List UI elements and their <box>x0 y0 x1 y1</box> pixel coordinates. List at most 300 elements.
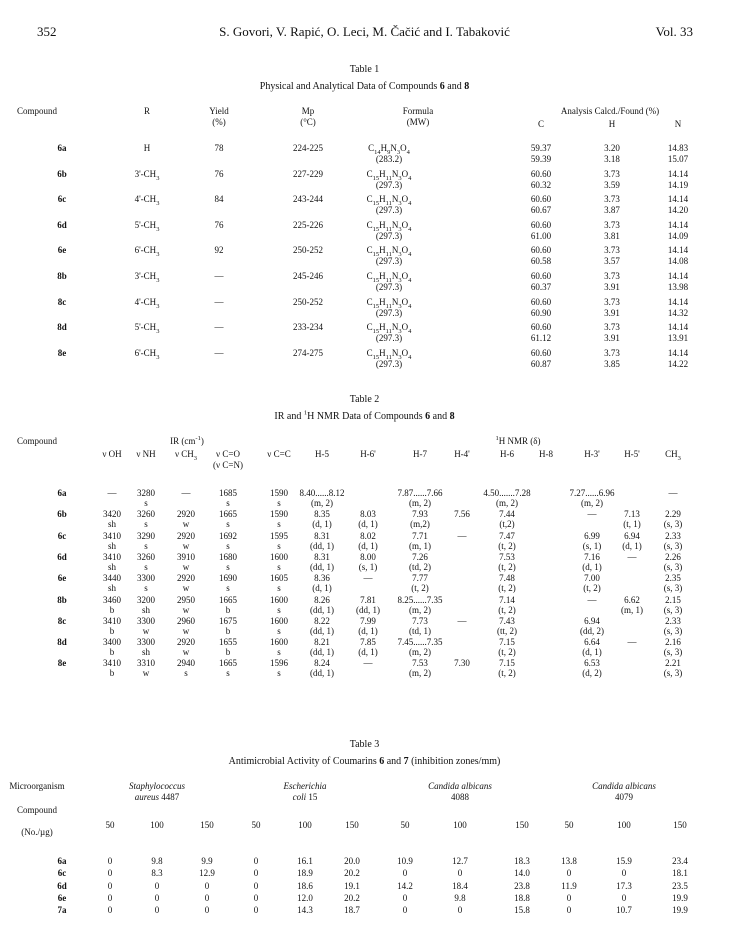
value-cell: 1655 <box>219 637 237 647</box>
inhibition-value: 0 <box>253 905 259 915</box>
inhibition-value: 18.9 <box>297 868 313 878</box>
value-cell: 8.36 <box>314 573 330 583</box>
multiplicity-cell: s <box>226 583 230 593</box>
value-cell: 2.16 <box>665 637 681 647</box>
inhibition-value: 20.0 <box>344 856 360 866</box>
col-header-microorganism: Microorganism <box>9 781 65 791</box>
col-header-analysis: Analysis Calcd./Found (%) <box>560 106 660 116</box>
dose-header: 150 <box>345 820 359 830</box>
value-cell: 3290 <box>137 531 155 541</box>
n-calcd: 14.14 <box>667 297 689 307</box>
dose-header: 150 <box>200 820 214 830</box>
substituent-r: $3'-CH_3$ <box>134 271 160 284</box>
value-cell: 6.53 <box>584 658 600 668</box>
value-cell: 8.22 <box>314 616 330 626</box>
value-cell: 7.48 <box>499 573 515 583</box>
multiplicity-cell: s <box>144 562 148 572</box>
organism-name: Candida albicans <box>592 781 656 791</box>
substituent-r: $6'-CH_3$ <box>134 348 160 361</box>
n-found: 14.08 <box>667 256 689 266</box>
c-calcd: 60.60 <box>530 169 552 179</box>
inhibition-value: 0 <box>253 856 259 866</box>
multiplicity-cell: (s, 3) <box>663 541 683 551</box>
multiplicity-cell: s <box>144 498 148 508</box>
multiplicity-cell: (s, 1) <box>582 541 602 551</box>
compound-id: 6c <box>57 194 67 204</box>
value-cell: — <box>363 658 373 668</box>
c-calcd: 60.60 <box>530 245 552 255</box>
inhibition-value: 18.7 <box>344 905 360 915</box>
compound-id: 8c <box>57 616 67 626</box>
h-calcd: 3.73 <box>604 322 620 332</box>
c-found: 61.12 <box>530 333 552 343</box>
col-header-yield: Yield <box>209 106 229 116</box>
col-header-mp-unit: (°C) <box>300 117 316 127</box>
col-header: H-5 <box>315 449 329 459</box>
n-found: 14.19 <box>667 180 689 190</box>
table3-label: Table 3 <box>349 739 380 750</box>
inhibition-value: 0 <box>253 881 259 891</box>
inhibition-value: 20.2 <box>344 868 360 878</box>
multiplicity-cell: (d, 1) <box>358 626 378 636</box>
value-cell: 6.99 <box>584 531 600 541</box>
mp-value: 250-252 <box>293 297 323 307</box>
value-cell: 7.87......7.66 <box>397 488 443 498</box>
value-cell: 3300 <box>137 616 155 626</box>
col-header: H-8 <box>539 449 553 459</box>
multiplicity-cell: (dd, 1) <box>310 647 334 657</box>
yield-value: 78 <box>214 143 224 153</box>
multiplicity-cell: (m, 1) <box>621 605 643 615</box>
inhibition-value: 23.4 <box>672 856 688 866</box>
multiplicity-cell: s <box>144 541 148 551</box>
molecular-weight: (297.3) <box>375 359 403 369</box>
multiplicity-cell: (d, 1) <box>312 519 332 529</box>
mp-value: 245-246 <box>293 271 323 281</box>
multiplicity-cell: s <box>184 668 188 678</box>
inhibition-value: 23.8 <box>514 881 530 891</box>
multiplicity-cell: (m, 2) <box>496 498 518 508</box>
value-cell: 3910 <box>177 552 195 562</box>
n-calcd: 14.14 <box>667 220 689 230</box>
value-cell: — <box>457 616 467 626</box>
value-cell: 6.64 <box>584 637 600 647</box>
formula: $C_{15}H_{11}N_3O_4$ <box>366 169 412 182</box>
multiplicity-cell: (dd, 1) <box>310 626 334 636</box>
c-found: 59.39 <box>530 154 552 164</box>
value-cell: 7.56 <box>454 509 470 519</box>
multiplicity-cell: (s, 3) <box>663 668 683 678</box>
c-calcd: 59.37 <box>530 143 552 153</box>
value-cell: 2960 <box>177 616 195 626</box>
dose-header: 150 <box>673 820 687 830</box>
value-cell: — <box>587 509 597 519</box>
h-found: 3.57 <box>604 256 620 266</box>
c-found: 61.00 <box>530 231 552 241</box>
multiplicity-cell: w <box>182 562 190 572</box>
formula: $C_{15}H_{11}N_3O_4$ <box>366 194 412 207</box>
compound-id: 6c <box>57 868 67 878</box>
inhibition-value: 0 <box>204 893 210 903</box>
value-cell: 2.33 <box>665 616 681 626</box>
multiplicity-cell: (t, 1) <box>623 519 641 529</box>
col-header: ν NH <box>136 449 156 459</box>
col-header-dose: (No./µg) <box>21 827 53 837</box>
n-found: 15.07 <box>667 154 689 164</box>
inhibition-value: 18.4 <box>452 881 468 891</box>
n-calcd: 14.14 <box>667 271 689 281</box>
formula: $C_{15}H_{11}N_3O_4$ <box>366 220 412 233</box>
multiplicity-cell: (m,2) <box>410 519 430 529</box>
value-cell: 2.33 <box>665 531 681 541</box>
dose-header: 50 <box>251 820 261 830</box>
table3-title: Antimicrobial Activity of Coumarins 6 and 7 (inhibition zones/mm) <box>228 756 501 767</box>
value-cell: 1665 <box>219 595 237 605</box>
dose-header: 100 <box>453 820 467 830</box>
multiplicity-cell: (d, 2) <box>582 668 602 678</box>
c-calcd: 60.60 <box>530 220 552 230</box>
n-calcd: 14.14 <box>667 348 689 358</box>
multiplicity-cell: (m, 2) <box>581 498 603 508</box>
col-header: ν C=C <box>267 449 291 459</box>
n-calcd: 14.14 <box>667 245 689 255</box>
c-found: 60.58 <box>530 256 552 266</box>
mp-value: 274-275 <box>293 348 323 358</box>
organism-name: Candida albicans <box>428 781 492 791</box>
mp-value: 243-244 <box>293 194 323 204</box>
inhibition-value: 0 <box>204 881 210 891</box>
multiplicity-cell: s <box>226 668 230 678</box>
multiplicity-cell: b <box>109 668 115 678</box>
col-header: H-4' <box>454 449 470 459</box>
value-cell: 2.29 <box>665 509 681 519</box>
compound-id: 6e <box>57 573 67 583</box>
multiplicity-cell: (s, 3) <box>663 605 683 615</box>
inhibition-value: 15.8 <box>514 905 530 915</box>
value-cell: 7.13 <box>624 509 640 519</box>
col-header: H-7 <box>413 449 427 459</box>
value-cell: 7.15 <box>499 658 515 668</box>
value-cell: 7.53 <box>499 552 515 562</box>
inhibition-value: 0 <box>566 868 572 878</box>
molecular-weight: (297.3) <box>375 180 403 190</box>
inhibition-value: 9.8 <box>454 893 466 903</box>
multiplicity-cell: (t, 2) <box>498 562 516 572</box>
multiplicity-cell: sh <box>107 541 117 551</box>
molecular-weight: (297.3) <box>375 205 403 215</box>
value-cell: — <box>457 531 467 541</box>
compound-id: 6a <box>57 488 67 498</box>
multiplicity-cell: (t, 2) <box>498 583 516 593</box>
substituent-r: $3'-CH_3$ <box>134 169 160 182</box>
multiplicity-cell: w <box>182 583 190 593</box>
col-header-cn: (ν C=N) <box>213 460 243 470</box>
inhibition-value: 18.3 <box>514 856 530 866</box>
inhibition-value: 12.0 <box>297 893 313 903</box>
n-calcd: 14.14 <box>667 322 689 332</box>
value-cell: 1665 <box>219 509 237 519</box>
compound-id: 8d <box>57 637 67 647</box>
value-cell: 1690 <box>219 573 237 583</box>
value-cell: 1680 <box>219 552 237 562</box>
value-cell: 2.15 <box>665 595 681 605</box>
multiplicity-cell: w <box>142 626 150 636</box>
molecular-weight: (297.3) <box>375 308 403 318</box>
multiplicity-cell: b <box>225 626 231 636</box>
inhibition-value: 19.1 <box>344 881 360 891</box>
compound-id: 6d <box>57 881 67 891</box>
multiplicity-cell: b <box>225 605 231 615</box>
inhibition-value: 9.9 <box>201 856 213 866</box>
value-cell: 7.26 <box>412 552 428 562</box>
c-calcd: 60.60 <box>530 322 552 332</box>
inhibition-value: 23.5 <box>672 881 688 891</box>
inhibition-value: 14.2 <box>397 881 413 891</box>
formula: $C_{15}H_{11}N_3O_4$ <box>366 245 412 258</box>
inhibition-value: 0 <box>566 893 572 903</box>
inhibition-value: 12.9 <box>199 868 215 878</box>
inhibition-value: 0 <box>204 905 210 915</box>
value-cell: 2.35 <box>665 573 681 583</box>
value-cell: 1600 <box>270 637 288 647</box>
value-cell: 7.45......7.35 <box>397 637 443 647</box>
multiplicity-cell: s <box>277 647 281 657</box>
value-cell: 1595 <box>270 531 288 541</box>
inhibition-value: 10.9 <box>397 856 413 866</box>
value-cell: 1590 <box>270 509 288 519</box>
multiplicity-cell: s <box>277 562 281 572</box>
yield-value: 92 <box>214 245 224 255</box>
ir-group-header: IR $(cm^{-1})$ <box>170 435 204 446</box>
running-header-authors: S. Govori, V. Rapić, O. Leci, M. Čačić and I. Tabaković <box>219 24 510 39</box>
value-cell: 8.35 <box>314 509 330 519</box>
n-found: 14.09 <box>667 231 689 241</box>
dose-header: 50 <box>564 820 574 830</box>
col-header-n: N <box>674 119 682 129</box>
inhibition-value: 0 <box>621 893 627 903</box>
col-header: ν OH <box>102 449 122 459</box>
multiplicity-cell: (s, 3) <box>663 626 683 636</box>
value-cell: 1596 <box>270 658 288 668</box>
value-cell: 8.26 <box>314 595 330 605</box>
molecular-weight: (283.2) <box>375 154 403 164</box>
multiplicity-cell: (t, 2) <box>411 583 429 593</box>
value-cell: 3280 <box>137 488 155 498</box>
multiplicity-cell: (m, 2) <box>409 668 431 678</box>
inhibition-value: 0 <box>107 893 113 903</box>
value-cell: 3300 <box>137 573 155 583</box>
value-cell: 7.14 <box>499 595 515 605</box>
value-cell: 7.81 <box>360 595 376 605</box>
page-number: 352 <box>37 24 57 39</box>
value-cell: 2.21 <box>665 658 681 668</box>
dose-header: 50 <box>400 820 410 830</box>
value-cell: 8.31 <box>314 531 330 541</box>
value-cell: 7.53 <box>412 658 428 668</box>
value-cell: 7.43 <box>499 616 515 626</box>
col-header-h: H <box>608 119 616 129</box>
value-cell: 7.73 <box>412 616 428 626</box>
n-found: 13.98 <box>667 282 689 292</box>
multiplicity-cell: (d, 1) <box>312 583 332 593</box>
c-calcd: 60.60 <box>530 194 552 204</box>
multiplicity-cell: w <box>182 541 190 551</box>
value-cell: 7.44 <box>499 509 515 519</box>
substituent-r: $5'-CH_3$ <box>134 220 160 233</box>
h-calcd: 3.73 <box>604 169 620 179</box>
col-header: H-6' <box>360 449 376 459</box>
multiplicity-cell: s <box>226 498 230 508</box>
multiplicity-cell: sh <box>107 562 117 572</box>
compound-id: 6d <box>57 552 67 562</box>
value-cell: 3200 <box>137 595 155 605</box>
value-cell: 7.16 <box>584 552 600 562</box>
h-calcd: 3.73 <box>604 194 620 204</box>
inhibition-value: 0 <box>457 905 463 915</box>
n-found: 14.20 <box>667 205 689 215</box>
compound-id: 6d <box>57 220 67 230</box>
c-calcd: 60.60 <box>530 348 552 358</box>
inhibition-value: 14.0 <box>514 868 530 878</box>
table1-label: Table 1 <box>349 64 380 75</box>
value-cell: 6.62 <box>624 595 640 605</box>
inhibition-value: 0 <box>154 905 160 915</box>
compound-id: 8e <box>57 658 67 668</box>
formula: $C_{15}H_{11}N_3O_4$ <box>366 297 412 310</box>
multiplicity-cell: (t, 2) <box>498 541 516 551</box>
h-calcd: 3.73 <box>604 271 620 281</box>
col-header: H-6 <box>500 449 514 459</box>
inhibition-value: 19.9 <box>672 905 688 915</box>
organism-strain: coli 15 <box>292 792 318 802</box>
organism-strain: 4079 <box>615 792 633 802</box>
value-cell: 3410 <box>103 616 121 626</box>
multiplicity-cell: sh <box>141 605 151 615</box>
multiplicity-cell: (d, 1) <box>582 647 602 657</box>
multiplicity-cell: (d, 1) <box>358 541 378 551</box>
value-cell: 3300 <box>137 637 155 647</box>
molecular-weight: (297.3) <box>375 231 403 241</box>
multiplicity-cell: s <box>277 605 281 615</box>
table2-label: Table 2 <box>349 394 380 405</box>
col-header-compound: Compound <box>16 436 58 446</box>
c-found: 60.32 <box>530 180 552 190</box>
molecular-weight: (297.3) <box>375 333 403 343</box>
value-cell: 7.30 <box>454 658 470 668</box>
inhibition-value: 0 <box>107 856 113 866</box>
inhibition-value: 0 <box>253 893 259 903</box>
value-cell: 2920 <box>177 573 195 583</box>
value-cell: 3420 <box>103 509 121 519</box>
inhibition-value: 16.1 <box>297 856 313 866</box>
multiplicity-cell: s <box>144 519 148 529</box>
multiplicity-cell: s <box>277 583 281 593</box>
value-cell: 7.77 <box>412 573 428 583</box>
yield-value: 76 <box>214 220 224 230</box>
organism-strain: 4088 <box>451 792 469 802</box>
multiplicity-cell: s <box>277 498 281 508</box>
inhibition-value: 0 <box>402 905 408 915</box>
compound-id: 6b <box>57 169 67 179</box>
h-calcd: 3.73 <box>604 245 620 255</box>
h-found: 3.59 <box>604 180 620 190</box>
col-header-formula: Formula <box>402 106 434 116</box>
value-cell: 6.94 <box>624 531 640 541</box>
inhibition-value: 0 <box>621 868 627 878</box>
value-cell: — <box>107 488 117 498</box>
value-cell: 3460 <box>103 595 121 605</box>
table1-title: Physical and Analytical Data of Compounds 6 and 8 <box>259 81 470 92</box>
col-header: H-3' <box>584 449 600 459</box>
multiplicity-cell: (s, 3) <box>663 562 683 572</box>
multiplicity-cell: s <box>226 562 230 572</box>
multiplicity-cell: (m, 2) <box>311 498 333 508</box>
value-cell: 1600 <box>270 595 288 605</box>
compound-id: 7a <box>57 905 67 915</box>
c-found: 60.67 <box>530 205 552 215</box>
inhibition-value: 0 <box>457 868 463 878</box>
value-cell: 1665 <box>219 658 237 668</box>
value-cell: — <box>363 573 373 583</box>
h-found: 3.91 <box>604 282 620 292</box>
col-header: ν $CH_3$ <box>174 449 198 462</box>
multiplicity-cell: (m, 2) <box>409 498 431 508</box>
value-cell: — <box>627 552 637 562</box>
multiplicity-cell: (dd, 2) <box>580 626 604 636</box>
col-header-r: R <box>143 106 151 116</box>
inhibition-value: 0 <box>107 881 113 891</box>
multiplicity-cell: (dd, 1) <box>310 562 334 572</box>
formula: $C_{15}H_{11}N_3O_4$ <box>366 322 412 335</box>
n-calcd: 14.14 <box>667 169 689 179</box>
compound-id: 6e <box>57 245 67 255</box>
substituent-r: $5'-CH_3$ <box>134 322 160 335</box>
value-cell: 8.00 <box>360 552 376 562</box>
multiplicity-cell: sh <box>141 647 151 657</box>
multiplicity-cell: (s, 3) <box>663 519 683 529</box>
n-found: 14.22 <box>667 359 689 369</box>
compound-id: 8b <box>57 271 67 281</box>
h-calcd: 3.73 <box>604 348 620 358</box>
compound-id: 6c <box>57 531 67 541</box>
inhibition-value: 0 <box>402 893 408 903</box>
mp-value: 227-229 <box>293 169 323 179</box>
molecular-weight: (297.3) <box>375 282 403 292</box>
value-cell: 3260 <box>137 509 155 519</box>
col-header-compound: Compound <box>16 805 58 815</box>
compound-id: 6e <box>57 893 67 903</box>
dose-header: 150 <box>515 820 529 830</box>
inhibition-value: 12.7 <box>452 856 468 866</box>
value-cell: 8.21 <box>314 637 330 647</box>
multiplicity-cell: (td, 1) <box>409 626 431 636</box>
inhibition-value: 8.3 <box>151 868 163 878</box>
yield-value: — <box>214 348 224 358</box>
value-cell: 2920 <box>177 531 195 541</box>
value-cell: 7.99 <box>360 616 376 626</box>
multiplicity-cell: (dd, 1) <box>310 541 334 551</box>
compound-id: 6b <box>57 509 67 519</box>
multiplicity-cell: (d, 1) <box>582 562 602 572</box>
value-cell: — <box>627 637 637 647</box>
h-calcd: 3.73 <box>604 297 620 307</box>
value-cell: 3440 <box>103 573 121 583</box>
multiplicity-cell: (d, 1) <box>358 519 378 529</box>
value-cell: 3260 <box>137 552 155 562</box>
dose-header: 100 <box>617 820 631 830</box>
value-cell: 4.50.......7.28 <box>483 488 531 498</box>
value-cell: 7.00 <box>584 573 600 583</box>
